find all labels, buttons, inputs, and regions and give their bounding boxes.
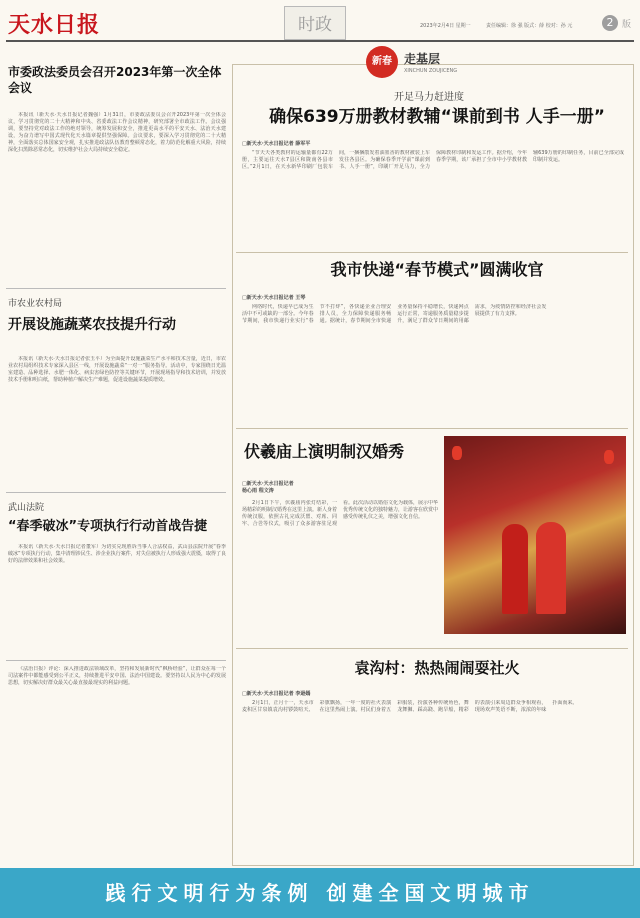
feature2-title: 我市快递“春节模式”圆满收官 (330, 260, 544, 279)
masthead-title: 天水日报 (8, 12, 101, 38)
commentary-text: 《法治日报》评论：深入推进政法领域改革，坚持和发展新时代“枫桥经验”，让群众在每一个司法案件中都能感受到公平正义，持续推进平安中国、法治中国建设。要坚持以人民为中心的发展思想，切实解决好群众最关心最直接最现实的利益问题。 (8, 666, 226, 686)
banner-seal-text: 新春 (372, 56, 392, 67)
feature3-text: 2月1日下午，伏羲庙内张灯结彩，一场精彩的明制汉婚秀在这里上演。新人身着传统汉服，依照古礼完成沃盥、对席、同牢、合卺等仪式，吸引了众多游客驻足观看。此次活动以婚俗文化为载体，展示中华优秀传统文化的独特魅力，让游客在欣赏中感受传统礼仪之美，增强文化自信。 (242, 500, 438, 527)
banner-seal (366, 46, 398, 78)
wedding-photo (444, 436, 626, 634)
feature4-byline: □新天水·天水日报记者 李逊嫣 (242, 691, 311, 697)
header-editor: 责任编辑：徐 强 版式：薛 校对：孙 元 (486, 23, 573, 29)
feature3-byline: □新天水·天水日报记者 杨心雨 程文涛 (242, 481, 294, 494)
feature4-body (242, 700, 624, 856)
left-divider-2 (6, 492, 226, 493)
page-number-badge (602, 15, 618, 31)
art2-text: 本报讯（新天水·天水日报记者张玉平）为全面提升设施蔬菜生产水平和技术含量，近日，市农业农村局组织技术专家深入县区一线，开展设施蔬菜“一对一”服务指导。活动中，专家围绕日光温室建造、品种选择、水肥一体化、病虫害绿色防控等关键环节，开展现场指导和技术培训，并发放技术手册和明白纸，帮助种植户解决生产难题，促进设施蔬菜提质增效。 (8, 356, 226, 383)
feature1-body (242, 150, 624, 248)
art1-title: 市委政法委员会召开2023年第一次全体会议 (8, 65, 222, 95)
frame-divider-3 (236, 648, 628, 649)
feature2-byline: □新天水·天水日报记者 王琴 (242, 295, 306, 301)
photo-lantern-left (452, 446, 462, 460)
header-date: 2023年2月4日 星期一 (420, 23, 471, 29)
feature4-text: 2月1日，正月十一，天水市麦积区甘泉镇袁沟村锣鼓喧天、彩旗飘扬，一年一度的社火表演在这里热闹上演。村民们身着五彩服装，扮演各种传统角色，舞龙舞狮、踩高跷、跑旱船，精彩的表演引来周边群众争相观看，现场欢声笑语不断，浓浓的年味扑面而来。 (242, 700, 578, 713)
art2-title: 开展设施蔬菜农技提升行动 (8, 317, 176, 333)
art3-title: “春季破冰”专项执行行动首战告捷 (8, 519, 208, 534)
feature1-kicker: 开足马力赶进度 (394, 92, 464, 103)
art2-body (8, 356, 226, 486)
photo-figure-bride (536, 522, 566, 614)
header-rule (6, 40, 634, 42)
photo-figure-groom (502, 524, 528, 614)
photo-lantern-right (604, 450, 614, 464)
art1-body (8, 112, 226, 284)
footer-slogan: 践行文明行为条例 创建全国文明城市 (0, 868, 640, 918)
feature4-title: 袁沟村：热热闹闹耍社火 (354, 659, 520, 677)
dept2-label: 武山法院 (8, 503, 45, 513)
page-number: 2 (606, 16, 614, 29)
feature1-title: 确保639万册教材教辅“课前到书 人手一册” (269, 107, 605, 127)
feature3-title: 伏羲庙上演明制汉婚秀 (244, 442, 405, 461)
banner-subtitle: XINCHUN ZOUJICENG (404, 68, 458, 74)
feature1-byline: □新天水·天水日报记者 薛军平 (242, 141, 311, 147)
banner-title: 走基层 (404, 52, 441, 66)
feature3-body-left (242, 500, 438, 646)
feature1-text: “节天天各类教材的运输量都有22万册，主要运往天水7县区和陇南各县市区。”2月1日，在天水新华印刷厂包装车间，一捆捆散发着油墨香的教材被装上车发往各县区。为确保春季开学前“课前到书、人手一册”，印刷厂开足马力，全力保障教材印制和发运工作。据介绍，今年春季学期，该厂承担了全市中小学教材教辅639万册的印制任务，目前已全部完成印制并发运。 (242, 150, 624, 170)
art3-body (8, 544, 226, 654)
frame-divider-2 (236, 428, 628, 429)
page-unit: 版 (622, 20, 632, 30)
art3-text: 本报讯（新天水·天水日报记者董军）为切实兑现胜诉当事人合法权益，武山县法院开展“春季破冰”专项执行行动，集中清理涉民生、涉企业执行案件，对失信被执行人形成强大震慑，取得了良好的法律效果和社会效果。 (8, 544, 226, 564)
commentary-body (8, 666, 226, 862)
feature2-text: 网络时代，快递早已成为生活中不可或缺的一部分。今年春节期间，我市快递行业实行“春节不打烊”，各快递企业合理安排人员，全力保障快递服务畅通。据统计，春节期间全市快递业务量保持平稳增长，快递网点运行正常，寄递服务质量稳步提升，满足了群众节日期间的用邮需求，为疫情防控和经济社会发展提供了有力支撑。 (242, 304, 547, 324)
frame-divider-1 (236, 252, 628, 253)
left-divider-3 (6, 660, 226, 661)
art1-text: 本报讯（新天水·天水日报记者魏强）1月31日，市委政法委员会召开2023年第一次全体会议，学习贯彻党的二十大精神和中央、省委政法工作会议精神，研究部署全市政法工作。会议强调，要坚持党对政法工作的绝对领导，统筹发展和安全，推进更高水平的平安天水、法治天水建设，为奋力谱写中国式现代化天水篇章提供坚强保障。会议要求，要深入学习贯彻党的二十大精神，全面落实总体国家安全观，扎实推进政法队伍教育整顿常态化，着力防范化解重大风险，持续深化扫黑除恶常态化，切实维护社会大局持续安全稳定。 (8, 112, 226, 153)
dept1-label: 市农业农村局 (8, 299, 63, 309)
left-divider-1 (6, 288, 226, 289)
feature2-body (242, 304, 624, 424)
section-label: 时政 (298, 15, 332, 35)
